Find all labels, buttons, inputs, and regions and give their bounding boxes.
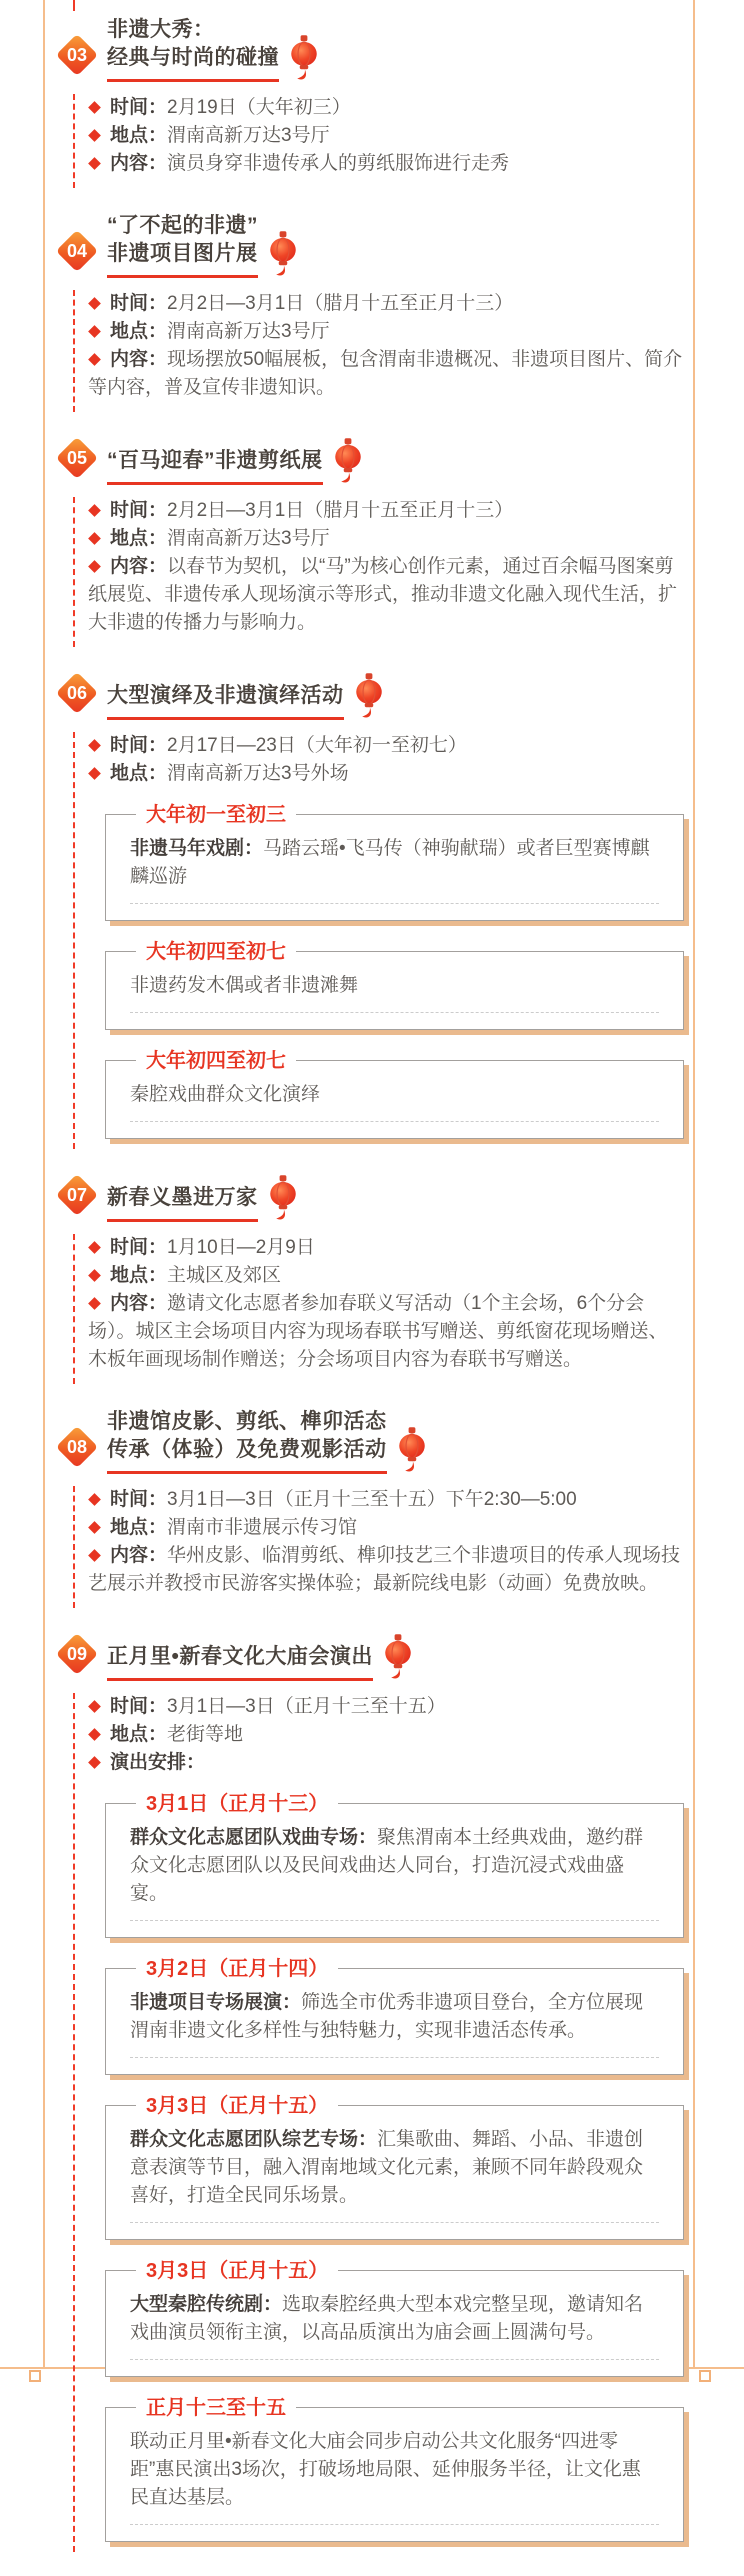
place-item bbox=[88, 760, 684, 788]
place-item bbox=[88, 525, 684, 553]
badge-number: 07 bbox=[66, 1185, 88, 1205]
item-text: 渭南高新万达3号厅 bbox=[167, 321, 330, 342]
item-label: 地点： bbox=[110, 528, 168, 549]
item-text: 2月2日—3月1日（腊月十五至正月十三） bbox=[167, 500, 514, 521]
section-04 bbox=[0, 212, 744, 408]
item-text: 现场摆放50幅展板，包含渭南非遗概况、非遗项目图片、简介等内容，普及宣传非遗知识。 bbox=[88, 349, 683, 398]
item-label: 地点： bbox=[110, 1265, 168, 1286]
item-label: 地点： bbox=[110, 1724, 168, 1745]
lantern-icon bbox=[395, 1426, 429, 1476]
section-body bbox=[0, 1222, 744, 1380]
item-label: 内容： bbox=[110, 349, 168, 370]
section-08 bbox=[0, 1408, 744, 1604]
section-header bbox=[0, 16, 744, 82]
lantern-icon bbox=[287, 34, 321, 84]
schedule-item bbox=[88, 1749, 684, 1777]
schedule-card bbox=[105, 804, 684, 921]
item-label: 内容： bbox=[110, 1293, 168, 1314]
diamond-bullet-icon bbox=[88, 1549, 101, 1562]
item-label: 地点： bbox=[110, 1517, 168, 1538]
section-dashed-line bbox=[73, 1234, 75, 1384]
item-text: 渭南高新万达3号厅 bbox=[167, 528, 330, 549]
section-body bbox=[0, 278, 744, 408]
content-item bbox=[88, 1542, 684, 1598]
section-body bbox=[0, 720, 744, 1145]
title-line: “了不起的非遗” bbox=[107, 214, 258, 237]
card-description: 非遗药发木偶或者非遗滩舞 bbox=[130, 975, 359, 996]
diamond-bullet-icon bbox=[88, 325, 101, 338]
section-dashed-line bbox=[73, 732, 75, 1149]
title-line: 非遗馆皮影、剪纸、榫卯活态 bbox=[107, 1410, 387, 1433]
section-body bbox=[0, 1474, 744, 1604]
section-03 bbox=[0, 16, 744, 184]
time-item bbox=[88, 94, 684, 122]
content-item bbox=[88, 1290, 684, 1374]
card-text bbox=[130, 972, 659, 1013]
diamond-bullet-icon bbox=[88, 1700, 101, 1713]
time-item bbox=[88, 1486, 684, 1514]
diamond-bullet-icon bbox=[88, 560, 101, 573]
item-label: 演出安排： bbox=[110, 1752, 206, 1773]
time-item bbox=[88, 1234, 684, 1262]
content-item bbox=[88, 346, 684, 402]
section-header bbox=[0, 1632, 744, 1681]
item-text: 主城区及郊区 bbox=[167, 1265, 282, 1286]
place-item bbox=[88, 1514, 684, 1542]
place-item bbox=[88, 1262, 684, 1290]
section-dashed-line bbox=[73, 497, 75, 647]
schedule-card bbox=[105, 1050, 684, 1139]
section-title bbox=[107, 682, 344, 720]
section-title bbox=[107, 1643, 373, 1681]
lantern-icon bbox=[352, 672, 386, 722]
diamond-bullet-icon bbox=[88, 353, 101, 366]
diamond-bullet-icon bbox=[88, 129, 101, 142]
item-label: 时间： bbox=[110, 500, 168, 521]
section-title bbox=[107, 212, 258, 278]
item-text: 渭南高新万达3号外场 bbox=[167, 763, 349, 784]
item-label: 内容： bbox=[110, 1545, 168, 1566]
item-label: 时间： bbox=[110, 1489, 168, 1510]
title-line: 新春义墨进万家 bbox=[107, 1186, 258, 1209]
top-dashed-line bbox=[73, 0, 75, 11]
time-item bbox=[88, 497, 684, 525]
badge-number: 09 bbox=[66, 1644, 88, 1664]
diamond-bullet-icon bbox=[88, 1241, 101, 1254]
card-label: 群众文化志愿团队戏曲专场： bbox=[130, 1827, 378, 1848]
section-title bbox=[107, 1184, 258, 1222]
schedule-card bbox=[105, 941, 684, 1030]
card-text bbox=[130, 1824, 659, 1921]
event-list bbox=[0, 16, 744, 2576]
card-date-header: 正月十三至十五 bbox=[136, 2393, 296, 2423]
title-line: 经典与时尚的碰撞 bbox=[107, 46, 279, 69]
diamond-bullet-icon bbox=[88, 297, 101, 310]
section-number-badge bbox=[55, 671, 99, 715]
schedule-card bbox=[105, 2260, 684, 2377]
item-text: 以春节为契机，以“马”为核心创作元素，通过百余幅马图案剪纸展览、非遗传承人现场演示等形式，推动非遗文化融入现代生活，扩大非遗的传播力与影响力。 bbox=[88, 556, 678, 633]
item-label: 内容： bbox=[110, 556, 168, 577]
diamond-bullet-icon bbox=[88, 504, 101, 517]
place-item bbox=[88, 1721, 684, 1749]
content-item bbox=[88, 553, 684, 637]
section-07 bbox=[0, 1173, 744, 1380]
item-label: 时间： bbox=[110, 1237, 168, 1258]
section-number-badge bbox=[55, 1425, 99, 1469]
section-number-badge bbox=[55, 33, 99, 77]
item-text: 渭南市非遗展示传习馆 bbox=[167, 1517, 358, 1538]
item-label: 地点： bbox=[110, 125, 168, 146]
lantern-icon bbox=[331, 437, 365, 487]
diamond-bullet-icon bbox=[88, 1728, 101, 1741]
section-body bbox=[0, 1681, 744, 2548]
schedule-card bbox=[105, 2397, 684, 2542]
diamond-bullet-icon bbox=[88, 1297, 101, 1310]
schedule-card bbox=[105, 2095, 684, 2240]
card-text bbox=[130, 1081, 659, 1122]
item-text: 3月1日—3日（正月十三至十五）下午2:30—5:00 bbox=[167, 1489, 577, 1510]
time-item bbox=[88, 290, 684, 318]
content-item bbox=[88, 150, 684, 178]
diamond-bullet-icon bbox=[88, 1756, 101, 1769]
section-title bbox=[107, 1408, 387, 1474]
card-label: 群众文化志愿团队综艺专场： bbox=[130, 2129, 378, 2150]
card-date-header: 3月2日（正月十四） bbox=[136, 1954, 338, 1984]
item-label: 地点： bbox=[110, 763, 168, 784]
card-description: 筛选全市优秀非遗项目登台，全方位展现渭南非遗文化多样性与独特魅力，实现非遗活态传承。 bbox=[130, 1992, 644, 2041]
card-description: 选取秦腔经典大型本戏完整呈现，邀请知名戏曲演员领衔主演，以高品质演出为庙会画上圆满句号。 bbox=[130, 2294, 644, 2343]
lantern-icon bbox=[266, 1174, 300, 1224]
diamond-bullet-icon bbox=[88, 157, 101, 170]
item-label: 地点： bbox=[110, 321, 168, 342]
badge-number: 06 bbox=[66, 683, 88, 703]
item-text: 华州皮影、临渭剪纸、榫卯技艺三个非遗项目的传承人现场技艺展示并教授市民游客实操体验；最新院线电影（动画）免费放映。 bbox=[88, 1545, 681, 1594]
diamond-bullet-icon bbox=[88, 1493, 101, 1506]
title-line: 非遗大秀： bbox=[107, 18, 215, 41]
diamond-bullet-icon bbox=[88, 532, 101, 545]
card-text bbox=[130, 2126, 659, 2223]
card-label: 非遗项目专场展演： bbox=[130, 1992, 302, 2013]
schedule-card bbox=[105, 1793, 684, 1938]
title-line: 正月里•新春文化大庙会演出 bbox=[107, 1645, 373, 1668]
section-header bbox=[0, 1173, 744, 1222]
item-text: 1月10日—2月9日 bbox=[167, 1237, 315, 1258]
card-date-header: 大年初四至初七 bbox=[136, 937, 296, 967]
card-date-header: 3月3日（正月十五） bbox=[136, 2091, 338, 2121]
badge-number: 05 bbox=[66, 448, 88, 468]
section-number-badge bbox=[55, 229, 99, 273]
card-description: 马踏云瑶•飞马传（神驹献瑞）或者巨型赛博麒麟巡游 bbox=[130, 838, 650, 887]
item-text: 2月17日—23日（大年初一至初七） bbox=[167, 735, 467, 756]
section-title bbox=[107, 16, 279, 82]
title-line: “百马迎春”非遗剪纸展 bbox=[107, 449, 323, 472]
section-header bbox=[0, 212, 744, 278]
section-body bbox=[0, 485, 744, 643]
item-label: 时间： bbox=[110, 293, 168, 314]
card-description: 汇集歌曲、舞蹈、小品、非遗创意表演等节目，融入渭南地域文化元素，兼顾不同年龄段观众喜好，打造全民同乐场景。 bbox=[130, 2129, 644, 2206]
section-number-badge bbox=[55, 1632, 99, 1676]
card-description: 联动正月里•新春文化大庙会同步启动公共文化服务“四进零距”惠民演出3场次，打破场地局限、延伸服务半径，让文化惠民直达基层。 bbox=[130, 2431, 641, 2508]
section-dashed-line bbox=[73, 94, 75, 188]
schedule-cards bbox=[105, 804, 684, 1139]
item-text: 演员身穿非遗传承人的剪纸服饰进行走秀 bbox=[167, 153, 510, 174]
card-text bbox=[130, 2291, 659, 2360]
schedule-card bbox=[105, 1958, 684, 2075]
section-dashed-line bbox=[73, 1693, 75, 2552]
lantern-icon bbox=[381, 1633, 415, 1683]
title-line: 大型演绎及非遗演绎活动 bbox=[107, 684, 344, 707]
card-date-header: 大年初四至初七 bbox=[136, 1046, 296, 1076]
section-05 bbox=[0, 436, 744, 643]
section-number-badge bbox=[55, 1173, 99, 1217]
section-09 bbox=[0, 1632, 744, 2548]
item-text: 邀请文化志愿者参加春联义写活动（1个主会场，6个分会场）。城区主会场项目内容为现场春联书写赠送、剪纸窗花现场赠送、木板年画现场制作赠送；分会场项目内容为春联书写赠送。 bbox=[88, 1293, 668, 1370]
diamond-bullet-icon bbox=[88, 101, 101, 114]
card-text bbox=[130, 835, 659, 904]
item-text: 老街等地 bbox=[167, 1724, 244, 1745]
badge-number: 04 bbox=[66, 241, 88, 261]
card-label: 大型秦腔传统剧： bbox=[130, 2294, 283, 2315]
card-label: 非遗马年戏剧： bbox=[130, 838, 264, 859]
card-date-header: 大年初一至初三 bbox=[136, 800, 296, 830]
section-number-badge bbox=[55, 436, 99, 480]
schedule-cards bbox=[105, 1793, 684, 2542]
section-body bbox=[0, 82, 744, 184]
item-text: 2月2日—3月1日（腊月十五至正月十三） bbox=[167, 293, 514, 314]
card-description: 聚焦渭南本土经典戏曲，邀约群众文化志愿团队以及民间戏曲达人同台，打造沉浸式戏曲盛宴。 bbox=[130, 1827, 644, 1904]
diamond-bullet-icon bbox=[88, 1269, 101, 1282]
section-06 bbox=[0, 671, 744, 1145]
item-text: 渭南高新万达3号厅 bbox=[167, 125, 330, 146]
diamond-bullet-icon bbox=[88, 1521, 101, 1534]
card-date-header: 3月3日（正月十五） bbox=[136, 2256, 338, 2286]
card-text bbox=[130, 1989, 659, 2058]
section-title bbox=[107, 447, 323, 485]
section-header bbox=[0, 436, 744, 485]
lantern-icon bbox=[266, 230, 300, 280]
time-item bbox=[88, 732, 684, 760]
time-item bbox=[88, 1693, 684, 1721]
item-label: 时间： bbox=[110, 97, 168, 118]
place-item bbox=[88, 318, 684, 346]
title-line: 非遗项目图片展 bbox=[107, 242, 258, 265]
item-label: 时间： bbox=[110, 1696, 168, 1717]
section-dashed-line bbox=[73, 290, 75, 412]
item-text: 2月19日（大年初三） bbox=[167, 97, 351, 118]
item-label: 时间： bbox=[110, 735, 168, 756]
diamond-bullet-icon bbox=[88, 767, 101, 780]
badge-number: 03 bbox=[66, 45, 88, 65]
title-line: 传承（体验）及免费观影活动 bbox=[107, 1438, 387, 1461]
section-header bbox=[0, 671, 744, 720]
section-dashed-line bbox=[73, 1486, 75, 1608]
item-text: 3月1日—3日（正月十三至十五） bbox=[167, 1696, 446, 1717]
card-description: 秦腔戏曲群众文化演绎 bbox=[130, 1084, 321, 1105]
item-label: 内容： bbox=[110, 153, 168, 174]
card-date-header: 3月1日（正月十三） bbox=[136, 1789, 338, 1819]
card-text bbox=[130, 2428, 659, 2525]
badge-number: 08 bbox=[66, 1437, 88, 1457]
place-item bbox=[88, 122, 684, 150]
diamond-bullet-icon bbox=[88, 739, 101, 752]
section-header bbox=[0, 1408, 744, 1474]
